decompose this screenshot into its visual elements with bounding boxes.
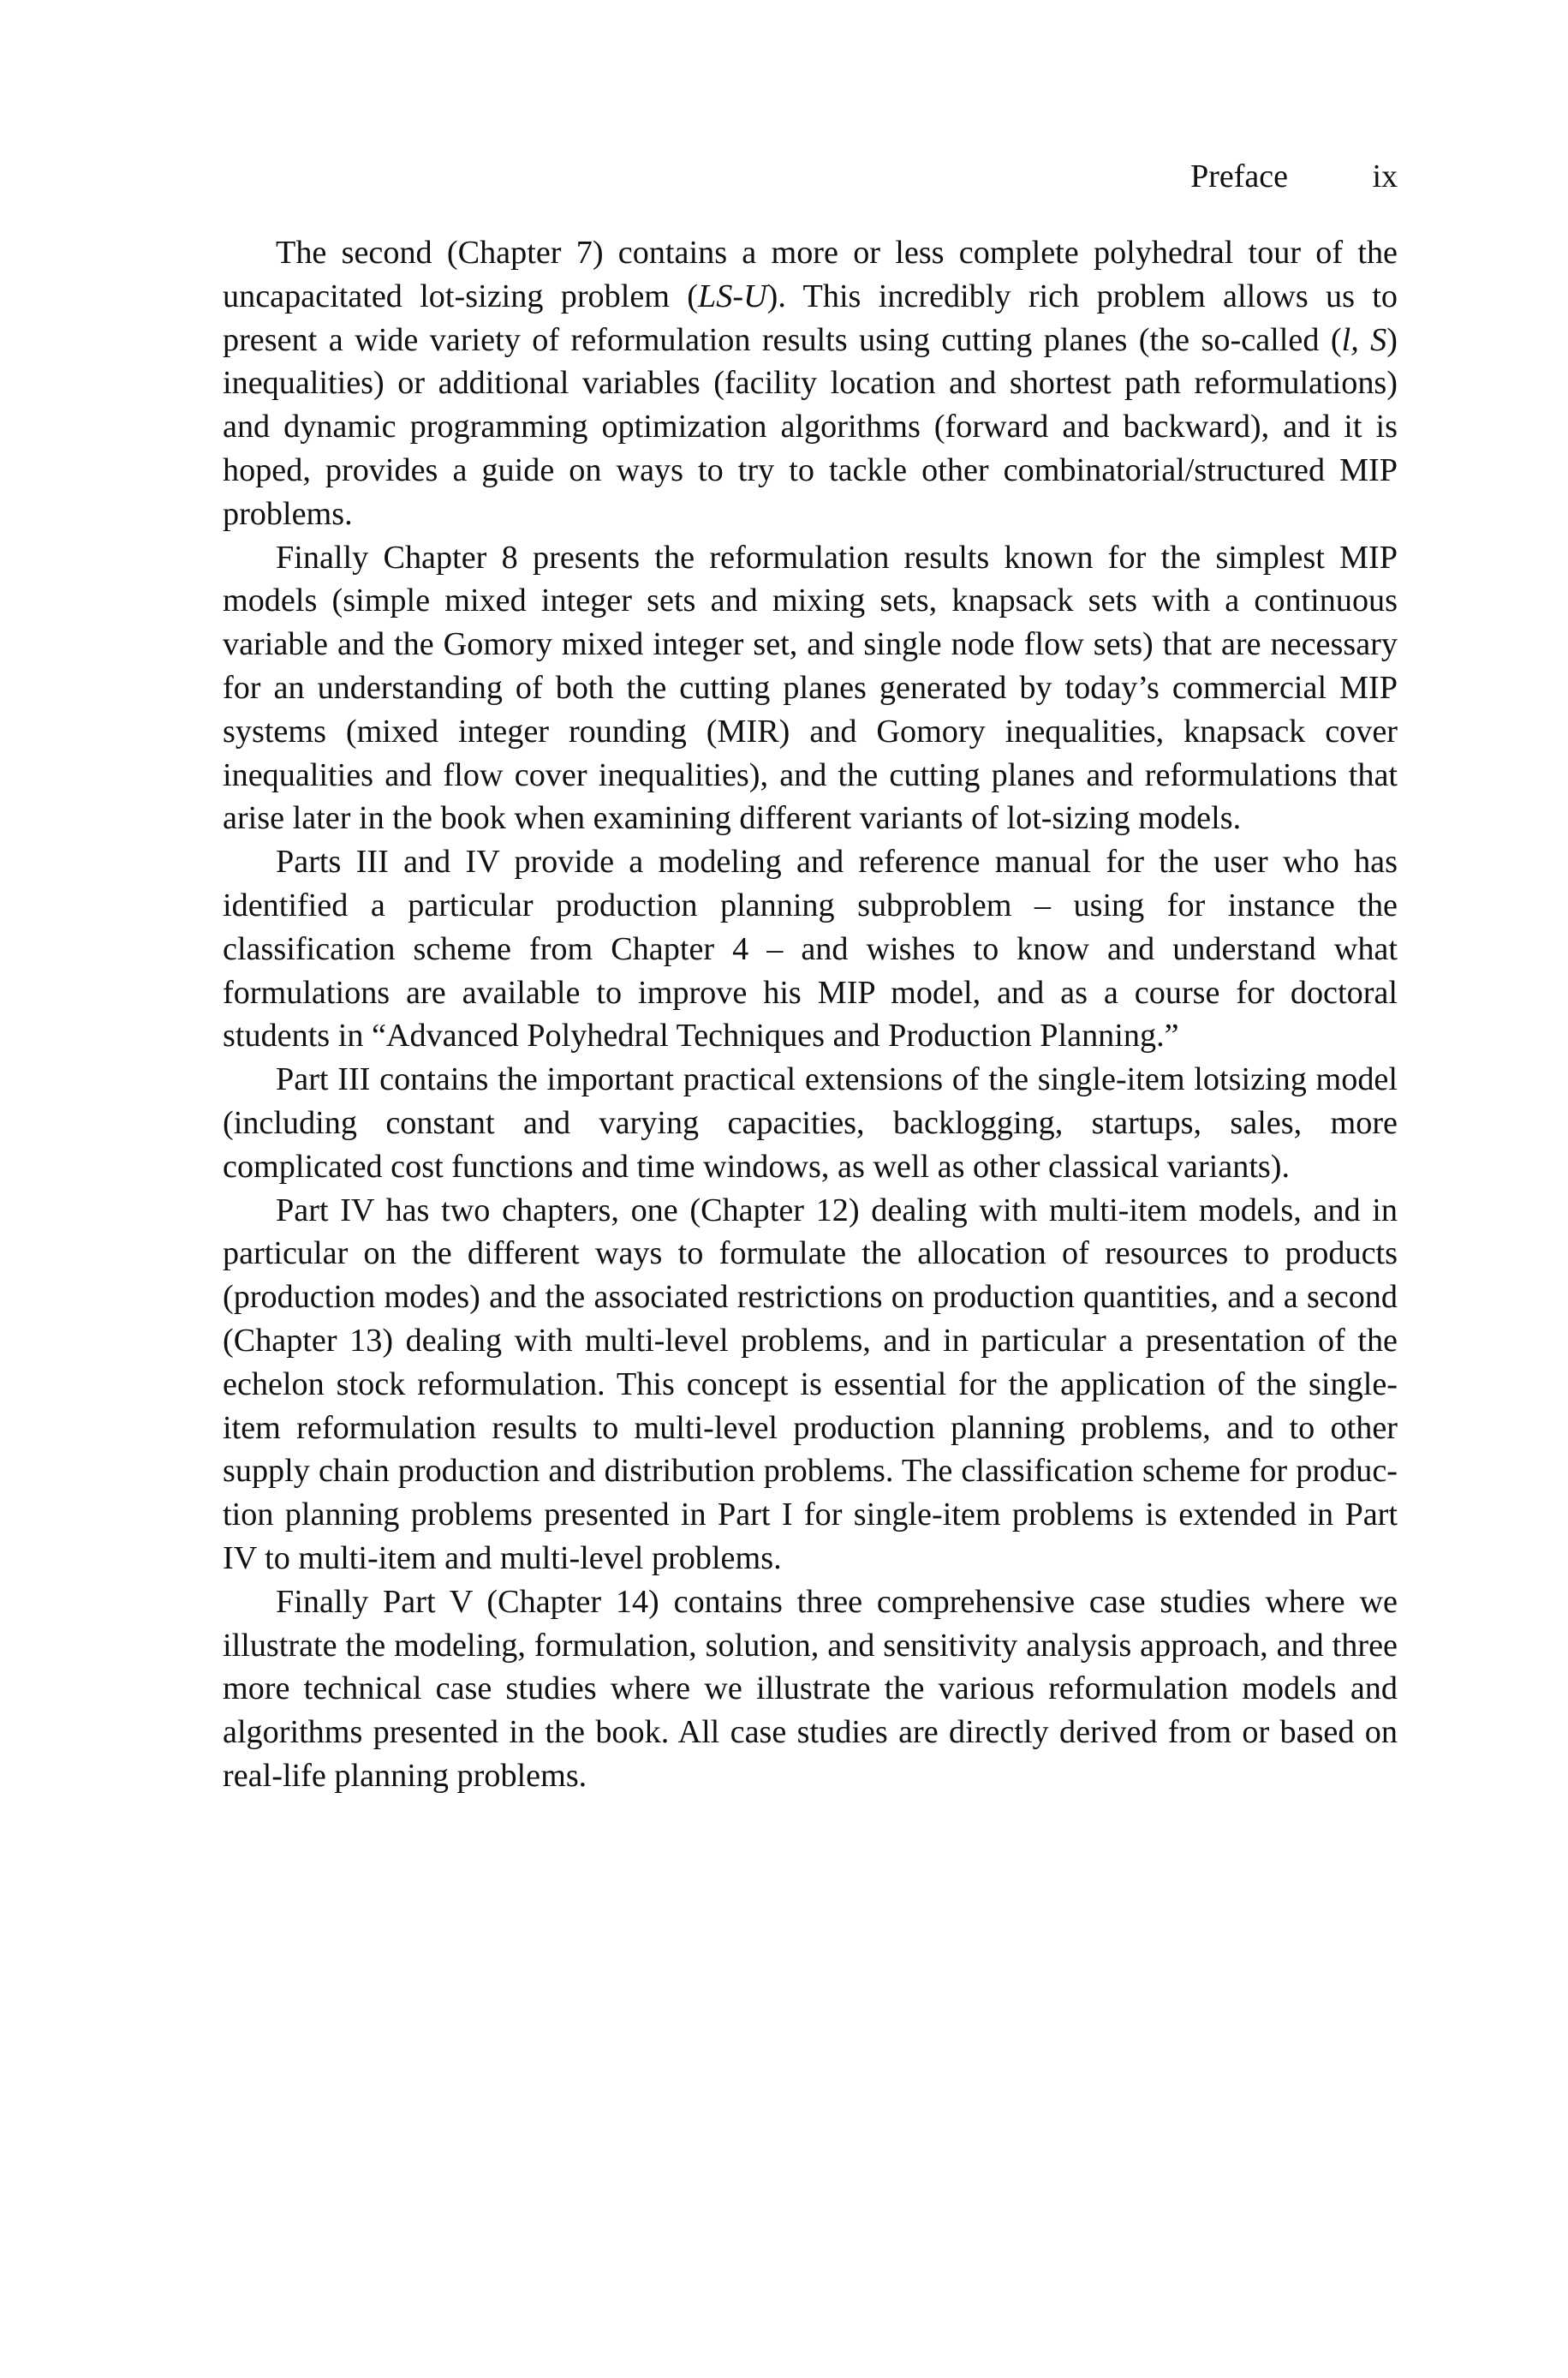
math-l-s: l, S (1341, 321, 1387, 358)
paragraph-text: ). This incredibly rich problem allows us to present a wide variety of reformulation results using cutting planes (the so-called ( (223, 278, 1398, 358)
paragraph-text: ) inequalities) or additional variables (facility location and shortest path reformulations) and dynamic programming optimization algorithms (forward and backward), and it is hoped, provides a guide on ways to try to tackle other combinatorial/structured MIP problems. (223, 321, 1398, 532)
paragraph-chapter-7 (223, 231, 1398, 536)
body-text (223, 231, 1398, 1798)
running-head-title: Preface (1190, 158, 1288, 194)
paragraph-chapter-8: Finally Chapter 8 presents the reformulation results known for the simplest MIP models (simple mixed integer sets and mixing sets, knapsack sets with a continuous variable and the Gomory mixed integer set, and single node flow sets) that are necessary for an understanding of both the cutting planes generated by today’s commercial MIP systems (mixed integer rounding (MIR) and Gomory inequalities, knapsack cover inequalities and flow cover inequalities), and the cutting planes and reformulations that arise later in the book when examining different variants of lot-sizing models. (223, 539, 1398, 837)
paragraph-part-iv: Part IV has two chapters, one (Chapter 12) dealing with multi-item models, and in particular on the different ways to formulate the allocation of resources to products (production modes) and the associated restrictions on production quantities, and a second (Chapter 13) dealing with multi-level problems, and in particular a presentation of the echelon stock reformulation. This concept is essential for the application of the single-item reformulation results to multi-level production planning problems, and to other supply chain production and distribution problems. The classification scheme for production planning problems presented in Part I for single-item problems is extended in Part IV to multi-item and multi-level problems. (223, 1192, 1398, 1576)
paragraph-part-iii: Part III contains the important practical extensions of the single-item lotsizing model (including constant and varying capacities, backlogging, startups, sales, more complicated cost functions and time windows, as well as other classical variants). (223, 1061, 1398, 1185)
paragraph-parts-iii-iv: Parts III and IV provide a modeling and reference manual for the user who has identified a particular production planning subproblem – using for instance the classification scheme from Chapter 4 – and wishes to know and understand what formulations are available to improve his MIP model, and as a course for doctoral students in “Advanced Polyhedral Techniques and Production Planning.” (223, 844, 1398, 1055)
math-ls-u: LS-U (698, 278, 767, 314)
page-number: ix (1372, 158, 1398, 194)
paragraph-part-v: Finally Part V (Chapter 14) contains three comprehensive case studies where we illustrate the modeling, formulation, solution, and sensitivity analysis approach, and three more technical case studies where we illustrate the various reformulation models and algorithms presented in the book. All case studies are directly derived from or based on real-life planning problems. (223, 1583, 1398, 1794)
paragraph-text: The second (Chapter 7) contains a more or less complete polyhedral tour of the uncapacitated lot-sizing problem ( (223, 235, 1398, 314)
